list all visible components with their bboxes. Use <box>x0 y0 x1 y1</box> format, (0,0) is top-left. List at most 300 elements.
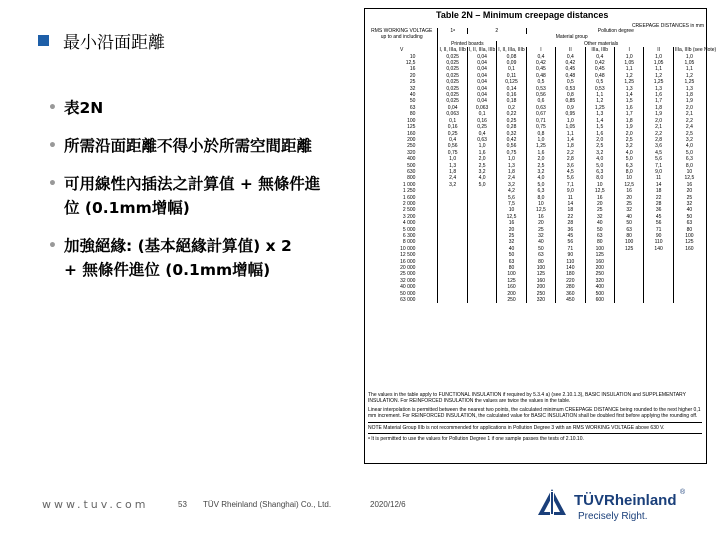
cell-voltage: 100 <box>407 117 416 124</box>
cell-value: 0,45 <box>585 66 614 72</box>
cell-value: 2,5 <box>467 163 496 169</box>
cell-voltage: 50 <box>409 98 416 105</box>
cell-value: 0,56 <box>526 92 555 98</box>
cell-value: 1,6 <box>526 150 555 156</box>
cell-value: 2,2 <box>556 150 585 156</box>
cell-value: 0,45 <box>556 66 585 72</box>
cell-value: 1,1 <box>644 66 673 72</box>
cell-value: 320 <box>585 278 614 284</box>
cell-value: 36 <box>644 207 673 213</box>
cell-value: 1,2 <box>673 73 705 79</box>
slide-title-row <box>38 28 165 53</box>
cell-value: 0,16 <box>467 118 496 124</box>
cell-value: 0,5 <box>585 79 614 85</box>
cell-value: 1,4 <box>614 92 643 98</box>
header-group: I <box>614 47 643 53</box>
cell-value: 5,0 <box>467 182 496 188</box>
cell-value: 3,2 <box>497 182 526 188</box>
cell-value: 1,8 <box>556 143 585 149</box>
header-pd-1: 1ᵃ <box>438 28 467 34</box>
cell-value: 0,025 <box>438 54 467 60</box>
cell-value: 5,0 <box>526 182 555 188</box>
cell-value: 1,5 <box>614 98 643 104</box>
cell-value <box>467 297 496 303</box>
cell-value: 0,85 <box>556 98 585 104</box>
bullet-item <box>48 134 360 158</box>
cell-value: 3,2 <box>673 137 705 143</box>
note-paragraph: ᵃ It is permitted to use the values for Pollution Degree 1 if one sample passes the tests of 2.10.10. <box>368 436 584 443</box>
cell-value: 360 <box>556 291 585 297</box>
bullet-dot-icon: • <box>48 100 57 116</box>
cell-value: 0,063 <box>438 111 467 117</box>
cell-value: 2,1 <box>673 111 705 117</box>
cell-value: 125 <box>526 271 555 277</box>
cell-value: 1,5 <box>585 124 614 130</box>
cell-value: 4,0 <box>673 143 705 149</box>
cell-value: 25 <box>585 207 614 213</box>
cell-value: 110 <box>644 239 673 245</box>
note-divider <box>368 422 702 423</box>
cell-value: 36 <box>556 227 585 233</box>
cell-value: 0,8 <box>556 92 585 98</box>
cell-voltage: 125 <box>407 124 416 131</box>
cell-voltage: 63 000 <box>400 297 416 304</box>
cell-value: 1,6 <box>614 105 643 111</box>
cell-value: 0,63 <box>467 137 496 143</box>
cell-value: 140 <box>556 265 585 271</box>
cell-voltage: 40 000 <box>400 284 416 291</box>
cell-value: 1,05 <box>556 124 585 130</box>
cell-value: 40 <box>585 220 614 226</box>
table-notes <box>368 392 702 444</box>
cell-value: 90 <box>644 233 673 239</box>
cell-value: 10 <box>526 201 555 207</box>
cell-value: 3,2 <box>614 143 643 149</box>
cell-value: 22 <box>644 195 673 201</box>
cell-value: 1,2 <box>614 73 643 79</box>
cell-value: 1,0 <box>497 156 526 162</box>
cell-value: 160 <box>673 246 705 252</box>
cell-value: 0,5 <box>526 79 555 85</box>
cell-value: 9,0 <box>556 188 585 194</box>
cell-value: 0,75 <box>438 150 467 156</box>
cell-value: 2,5 <box>526 163 555 169</box>
cell-voltage: 10 <box>409 53 416 60</box>
cell-voltage: 10 000 <box>400 245 416 252</box>
cell-value: 1,05 <box>644 60 673 66</box>
cell-value: 100 <box>614 239 643 245</box>
cell-value: 0,32 <box>497 131 526 137</box>
cell-value: 28 <box>556 220 585 226</box>
cell-value: 12,5 <box>526 207 555 213</box>
cell-value: 250 <box>526 291 555 297</box>
cell-value: 1,7 <box>614 111 643 117</box>
cell-value: 1,9 <box>673 98 705 104</box>
cell-value: 2,2 <box>673 118 705 124</box>
cell-voltage: 2 500 <box>402 207 416 214</box>
cell-value: 0,025 <box>438 60 467 66</box>
cell-value: 20 <box>585 201 614 207</box>
cell-value: 0,25 <box>467 124 496 130</box>
cell-value: 12,5 <box>614 182 643 188</box>
cell-value: 0,4 <box>556 54 585 60</box>
cell-value: 1,05 <box>614 60 643 66</box>
cell-value: 0,2 <box>497 105 526 111</box>
creepage-table <box>366 28 717 304</box>
cell-voltage: 200 <box>407 136 416 143</box>
cell-value: 1,25 <box>673 79 705 85</box>
header-pd-2: 2 <box>467 28 526 34</box>
cell-value: 0,53 <box>556 86 585 92</box>
note-paragraph: NOTE Material Group IIIb is not recommended for applications in Pollution Degree 3 with an RMS WORKING VOLTAGE above 630 V. <box>368 424 665 431</box>
cell-voltage: 12,5 <box>405 60 416 67</box>
cell-value: 280 <box>556 284 585 290</box>
cell-value: 0,53 <box>526 86 555 92</box>
cell-value: 32 <box>497 239 526 245</box>
cell-value: 5,6 <box>556 175 585 181</box>
cell-value: 0,6 <box>526 98 555 104</box>
cell-value: 3,6 <box>556 163 585 169</box>
cell-value: 28 <box>644 201 673 207</box>
cell-value: 1,6 <box>467 150 496 156</box>
cell-voltage: 63 <box>409 104 416 111</box>
cell-value: 3,2 <box>438 182 467 188</box>
cell-value: 0,025 <box>438 79 467 85</box>
cell-value: 1,2 <box>585 98 614 104</box>
cell-value: 32 <box>673 201 705 207</box>
cell-value: 16 <box>526 214 555 220</box>
cell-value: 0,04 <box>467 66 496 72</box>
cell-value: 63 <box>526 252 555 258</box>
cell-value: 12,5 <box>673 175 705 181</box>
cell-value: 63 <box>673 220 705 226</box>
cell-value: 4,0 <box>526 175 555 181</box>
cell-value: 0,42 <box>497 137 526 143</box>
cell-value: 1,6 <box>585 131 614 137</box>
footer-company: TÜV Rheinland (Shanghai) Co., Ltd. <box>203 500 332 509</box>
bullet-item <box>48 172 360 220</box>
cell-value: 160 <box>585 259 614 265</box>
cell-value: 4,0 <box>467 175 496 181</box>
header-group: I, II, IIIa, IIIb <box>439 47 466 54</box>
cell-value: 0,04 <box>467 73 496 79</box>
cell-value: 1,3 <box>644 86 673 92</box>
header-other-materials: Other materials <box>497 41 705 47</box>
cell-value: 50 <box>585 227 614 233</box>
cell-voltage: 20 <box>409 72 416 79</box>
cell-value: 40 <box>526 239 555 245</box>
cell-value: 0,42 <box>585 60 614 66</box>
cell-value: 2,5 <box>585 143 614 149</box>
cell-value: 0,18 <box>497 98 526 104</box>
cell-value: 100 <box>526 265 555 271</box>
cell-value: 5,0 <box>614 156 643 162</box>
cell-value: 0,25 <box>497 118 526 124</box>
cell-value: 1,8 <box>497 169 526 175</box>
cell-value: 71 <box>556 246 585 252</box>
cell-value: 2,2 <box>644 131 673 137</box>
cell-value: 5,0 <box>673 150 705 156</box>
cell-value: 32 <box>526 233 555 239</box>
cell-value: 1,3 <box>497 163 526 169</box>
cell-value: 2,0 <box>644 118 673 124</box>
header-material-group: Material group <box>438 34 705 40</box>
cell-voltage: 4 000 <box>402 220 416 227</box>
cell-value: 1,8 <box>614 118 643 124</box>
header-upto: up to and including <box>380 34 423 41</box>
cell-value: 0,1 <box>438 118 467 124</box>
slide-title: 最小沿面距離 <box>63 33 165 53</box>
cell-value: 200 <box>526 284 555 290</box>
cell-voltage: 5 000 <box>402 226 416 233</box>
cell-value: 1,0 <box>438 156 467 162</box>
cell-value: 4,2 <box>497 188 526 194</box>
cell-value: 2,0 <box>614 131 643 137</box>
cell-value: 25 <box>497 233 526 239</box>
cell-value <box>614 297 643 303</box>
cell-value: 50 <box>673 214 705 220</box>
bullet-list <box>48 96 360 296</box>
cell-value: 0,45 <box>526 66 555 72</box>
table-title: Table 2N – Minimum creepage distances <box>436 10 609 20</box>
cell-value: 8,0 <box>673 163 705 169</box>
cell-value: 32 <box>614 207 643 213</box>
cell-value: 56 <box>644 220 673 226</box>
footer-date: 2020/12/6 <box>370 500 406 509</box>
cell-value: 0,04 <box>467 79 496 85</box>
table-unit-note: CREEPAGE DISTANCES in mm <box>631 23 704 29</box>
cell-value: 40 <box>673 207 705 213</box>
header-group: II <box>556 47 585 53</box>
cell-value: 400 <box>585 284 614 290</box>
cell-value: 0,1 <box>497 66 526 72</box>
cell-value: 20 <box>497 227 526 233</box>
logo-registered-mark: ® <box>680 489 686 496</box>
cell-value: 0,53 <box>585 86 614 92</box>
cell-value: 0,08 <box>497 54 526 60</box>
cell-value: 0,125 <box>497 79 526 85</box>
cell-value: 1,0 <box>614 54 643 60</box>
cell-voltage: 320 <box>407 149 416 156</box>
logo-tagline: Precisely Right. <box>578 511 648 522</box>
cell-value <box>438 297 467 303</box>
cell-value: 0,48 <box>526 73 555 79</box>
bullet-text: 表2N <box>64 99 104 117</box>
cell-value <box>644 297 673 303</box>
cell-value: 0,14 <box>497 86 526 92</box>
cell-value: 1,1 <box>585 92 614 98</box>
cell-value: 32 <box>585 214 614 220</box>
cell-value: 2,1 <box>644 124 673 130</box>
cell-value: 16 <box>673 182 705 188</box>
cell-voltage: 1 600 <box>402 194 416 201</box>
cell-voltage: 20 000 <box>400 265 416 272</box>
cell-value: 4,5 <box>556 169 585 175</box>
cell-value: 0,48 <box>585 73 614 79</box>
bullet-text: 加強絕緣: (基本絕緣計算值) x 2 + 無條件進位 (0.1mm增幅) <box>64 237 292 279</box>
cell-value: 0,04 <box>467 60 496 66</box>
cell-value: 600 <box>585 297 614 303</box>
header-group: I, II, IIIa, IIIb <box>498 47 525 54</box>
cell-value: 45 <box>556 233 585 239</box>
cell-value: 4,0 <box>585 156 614 162</box>
cell-value: 2,0 <box>526 156 555 162</box>
cell-value: 1,2 <box>644 73 673 79</box>
cell-voltage: 6 300 <box>402 233 416 239</box>
cell-voltage: 400 <box>407 156 416 163</box>
cell-value: 40 <box>614 214 643 220</box>
note-paragraph: The values in the table apply to FUNCTIONAL INSULATION if required by 5.3.4 a) (see 2.10.1.3), BASIC INSULATION and SUPPLEMENTARY INSULATION. For REINFORCED INSULATION the values are twice the values in the table. <box>368 392 686 405</box>
logo-name: TÜVRheinland <box>574 492 677 509</box>
cell-value: 0,28 <box>497 124 526 130</box>
cell-value: 450 <box>556 297 585 303</box>
cell-value: 200 <box>585 265 614 271</box>
cell-voltage: 32 000 <box>400 277 416 284</box>
header-group: IIIa, IIIb (see Note) <box>674 47 717 54</box>
bullet-text: 可用線性內插法之計算值 + 無條件進 位 (0.1mm增幅) <box>64 175 321 217</box>
cell-value: 0,48 <box>556 73 585 79</box>
cell-value: 2,5 <box>673 131 705 137</box>
cell-value: 0,56 <box>497 143 526 149</box>
cell-voltage: 3 200 <box>402 213 416 220</box>
bullet-text: 所需沿面距離不得小於所需空間距離 <box>64 137 313 155</box>
title-square-icon <box>38 35 49 46</box>
cell-value: 0,71 <box>526 118 555 124</box>
cell-voltage: 50 000 <box>400 290 416 297</box>
cell-value: 500 <box>585 291 614 297</box>
cell-value: 1,8 <box>673 92 705 98</box>
cell-value: 1,6 <box>644 92 673 98</box>
cell-value: 25 <box>673 195 705 201</box>
cell-value: 6,3 <box>526 188 555 194</box>
cell-value: 160 <box>526 278 555 284</box>
cell-value: 56 <box>556 239 585 245</box>
cell-value: 25 <box>614 201 643 207</box>
cell-value: 20 <box>526 220 555 226</box>
cell-value: 0,09 <box>497 60 526 66</box>
cell-voltage: 80 <box>409 111 416 118</box>
cell-value: 1,1 <box>556 131 585 137</box>
note-divider <box>368 433 702 434</box>
cell-value: 0,04 <box>467 92 496 98</box>
cell-value: 0,11 <box>497 73 526 79</box>
bullet-dot-icon: • <box>48 138 57 154</box>
cell-value: 0,4 <box>585 54 614 60</box>
cell-value: 0,4 <box>526 54 555 60</box>
cell-value: 20 <box>673 188 705 194</box>
cell-value: 0,5 <box>556 79 585 85</box>
cell-value: 5,6 <box>497 195 526 201</box>
cell-value: 80 <box>673 227 705 233</box>
cell-value: 2,4 <box>673 124 705 130</box>
cell-value: 2,8 <box>644 137 673 143</box>
cell-value: 1,0 <box>644 54 673 60</box>
cell-value: 71 <box>644 227 673 233</box>
cell-value: 1,4 <box>556 137 585 143</box>
cell-voltage: 12 500 <box>400 252 416 259</box>
cell-value: 1,25 <box>644 79 673 85</box>
cell-value: 18 <box>644 188 673 194</box>
cell-value: 2,0 <box>467 156 496 162</box>
cell-value: 0,67 <box>526 111 555 117</box>
cell-voltage: 160 <box>407 130 416 137</box>
cell-value: 1,25 <box>614 79 643 85</box>
cell-value: 0,16 <box>438 124 467 130</box>
cell-value: 3,2 <box>526 169 555 175</box>
cell-value: 250 <box>585 271 614 277</box>
cell-value: 9,0 <box>644 169 673 175</box>
cell-value: 1,4 <box>585 118 614 124</box>
cell-value: 7,1 <box>644 163 673 169</box>
cell-value: 2,8 <box>556 156 585 162</box>
cell-voltage: 16 000 <box>400 258 416 265</box>
cell-value: 11 <box>644 175 673 181</box>
header-group: I <box>526 47 555 53</box>
cell-value: 8,0 <box>585 175 614 181</box>
cell-value: 16 <box>497 220 526 226</box>
cell-value: 2,0 <box>585 137 614 143</box>
cell-value: 4,5 <box>644 150 673 156</box>
cell-value: 125 <box>497 278 526 284</box>
cell-value: 125 <box>585 252 614 258</box>
cell-value: 40 <box>497 246 526 252</box>
cell-value: 0,63 <box>526 105 555 111</box>
cell-value: 0,025 <box>438 92 467 98</box>
cell-voltage: 800 <box>407 175 416 182</box>
cell-voltage: 1 250 <box>402 188 416 195</box>
cell-value: 0,1 <box>467 111 496 117</box>
header-printed-boards: Printed boards <box>438 41 497 47</box>
cell-value: 2,0 <box>673 105 705 111</box>
cell-value: 0,75 <box>526 124 555 130</box>
cell-value: 0,9 <box>556 105 585 111</box>
cell-value: 125 <box>614 246 643 252</box>
cell-value: 12,5 <box>585 188 614 194</box>
header-group: I, II, IIIa, IIIb <box>468 47 496 54</box>
cell-value: 50 <box>526 246 555 252</box>
cell-value: 14 <box>556 201 585 207</box>
tuv-logo-icon <box>536 487 568 517</box>
footer-url[interactable]: www.tuv.com <box>42 498 149 511</box>
page-number: 53 <box>178 500 187 509</box>
cell-value: 0,25 <box>438 131 467 137</box>
cell-value <box>673 297 705 303</box>
cell-value: 1,0 <box>556 118 585 124</box>
cell-value: 125 <box>673 239 705 245</box>
cell-value: 3,2 <box>585 150 614 156</box>
cell-value: 1,3 <box>673 86 705 92</box>
bullet-item <box>48 234 360 282</box>
cell-value: 3,2 <box>467 169 496 175</box>
cell-value: 8,0 <box>526 195 555 201</box>
cell-value: 0,42 <box>526 60 555 66</box>
cell-value: 63 <box>497 259 526 265</box>
cell-value: 200 <box>497 291 526 297</box>
cell-value: 22 <box>556 214 585 220</box>
cell-value: 1,3 <box>585 111 614 117</box>
header-group: II <box>644 47 673 53</box>
cell-value: 0,75 <box>497 150 526 156</box>
cell-value: 0,8 <box>526 131 555 137</box>
cell-value: 10 <box>585 182 614 188</box>
cell-value: 80 <box>614 233 643 239</box>
cell-value: 320 <box>526 297 555 303</box>
cell-value: 0,4 <box>467 131 496 137</box>
cell-value: 80 <box>497 265 526 271</box>
header-group: IIIa, IIIb <box>585 47 614 53</box>
cell-value: 6,3 <box>614 163 643 169</box>
cell-value: 0,56 <box>438 143 467 149</box>
